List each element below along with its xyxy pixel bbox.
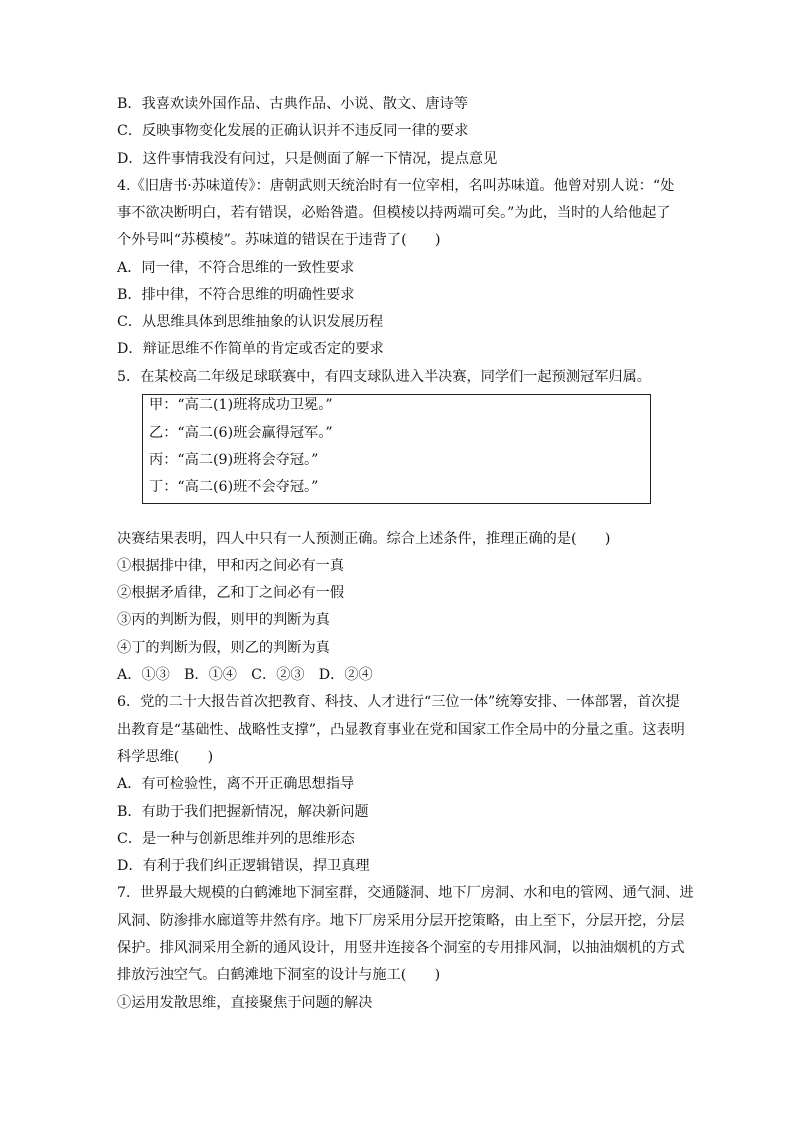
q5-predictions-box bbox=[142, 394, 651, 504]
q5-question: 决赛结果表明，四人中只有一人预测正确。综合上述条件，推理正确的是( ) bbox=[117, 531, 611, 547]
q4-option-c: C．从思维具体到思维抽象的认识发展历程 bbox=[117, 314, 384, 330]
q5-statement-1: ①根据排中律，甲和丙之间必有一真 bbox=[117, 558, 345, 574]
q5-statement-4: ④丁的判断为假，则乙的判断为真 bbox=[117, 640, 330, 656]
prediction-ding: 丁：“高二(6)班不会夺冠。” bbox=[149, 479, 319, 495]
q5-stem: 5．在某校高二年级足球联赛中，有四支球队进入半决赛，同学们一起预测冠军归属。 bbox=[117, 369, 651, 385]
q4-option-b: B．排中律，不符合思维的明确性要求 bbox=[117, 287, 355, 303]
q7-stem-line-2: 风洞、防渗排水廊道等井然有序。地下厂房采用分层开挖策略，由上至下，分层开挖，分层 bbox=[117, 913, 685, 929]
q5-statement-2: ②根据矛盾律，乙和丁之间必有一假 bbox=[117, 585, 345, 601]
q6-option-c: C．是一种与创新思维并列的思维形态 bbox=[117, 831, 355, 847]
q5-statement-3: ③丙的判断为假，则甲的判断为真 bbox=[117, 612, 330, 628]
q6-option-a: A．有可检验性，离不开正确思想指导 bbox=[117, 776, 355, 792]
q6-option-b: B．有助于我们把握新情况，解决新问题 bbox=[117, 804, 369, 820]
q3-option-d: D．这件事情我没有问过，只是侧面了解一下情况，提点意见 bbox=[117, 151, 498, 167]
q7-stem-line-4: 排放污浊空气。白鹤滩地下洞室的设计与施工( ) bbox=[117, 967, 441, 983]
q6-option-d: D．有利于我们纠正逻辑错误，捍卫真理 bbox=[117, 858, 370, 874]
q5-options: A．①③ B．①④ C．②③ D．②④ bbox=[117, 667, 373, 683]
prediction-jia: 甲：“高二(1)班将成功卫冕。” bbox=[149, 397, 333, 413]
prediction-yi: 乙：“高二(6)班会赢得冠军。” bbox=[149, 425, 333, 441]
q4-stem-line-2: 事不欲决断明白，若有错误，必贻咎遣。但模棱以持两端可矣。”为此，当时的人给他起了 bbox=[117, 205, 671, 221]
q7-stem-line-3: 保护。排风洞采用全新的通风设计，用竖井连接各个洞室的专用排风洞，以抽油烟机的方式 bbox=[117, 940, 685, 956]
q7-statement-1: ①运用发散思维，直接聚焦于问题的解决 bbox=[117, 995, 373, 1011]
q3-option-b: B．我喜欢读外国作品、古典作品、小说、散文、唐诗等 bbox=[117, 96, 468, 112]
q4-stem-line-3: 个外号叫“苏模棱”。苏味道的错误在于违背了( ) bbox=[117, 232, 441, 248]
q6-stem-line-1: 6．党的二十大报告首次把教育、科技、人才进行“三位一体”统筹安排、一体部署，首次提 bbox=[117, 694, 680, 710]
q4-stem-line-1: 4.《旧唐书·苏味道传》：唐朝武则天统治时有一位宰相，名叫苏味道。他曾对别人说：“处 bbox=[117, 178, 675, 194]
q6-stem-line-3: 科学思维( ) bbox=[117, 749, 214, 765]
q6-stem-line-2: 出教育是“基础性、战略性支撑”，凸显教育事业在党和国家工作全局中的分量之重。这表明 bbox=[117, 722, 685, 738]
q7-stem-line-1: 7．世界最大规模的白鹤滩地下洞室群，交通隧洞、地下厂房洞、水和电的管网、通气洞、进 bbox=[117, 885, 694, 901]
q3-option-c: C．反映事物变化发展的正确认识并不违反同一律的要求 bbox=[117, 123, 469, 139]
q4-option-d: D．辩证思维不作简单的肯定或否定的要求 bbox=[117, 341, 384, 357]
q4-option-a: A．同一律，不符合思维的一致性要求 bbox=[117, 260, 355, 276]
prediction-bing: 丙：“高二(9)班将会夺冠。” bbox=[149, 452, 319, 468]
